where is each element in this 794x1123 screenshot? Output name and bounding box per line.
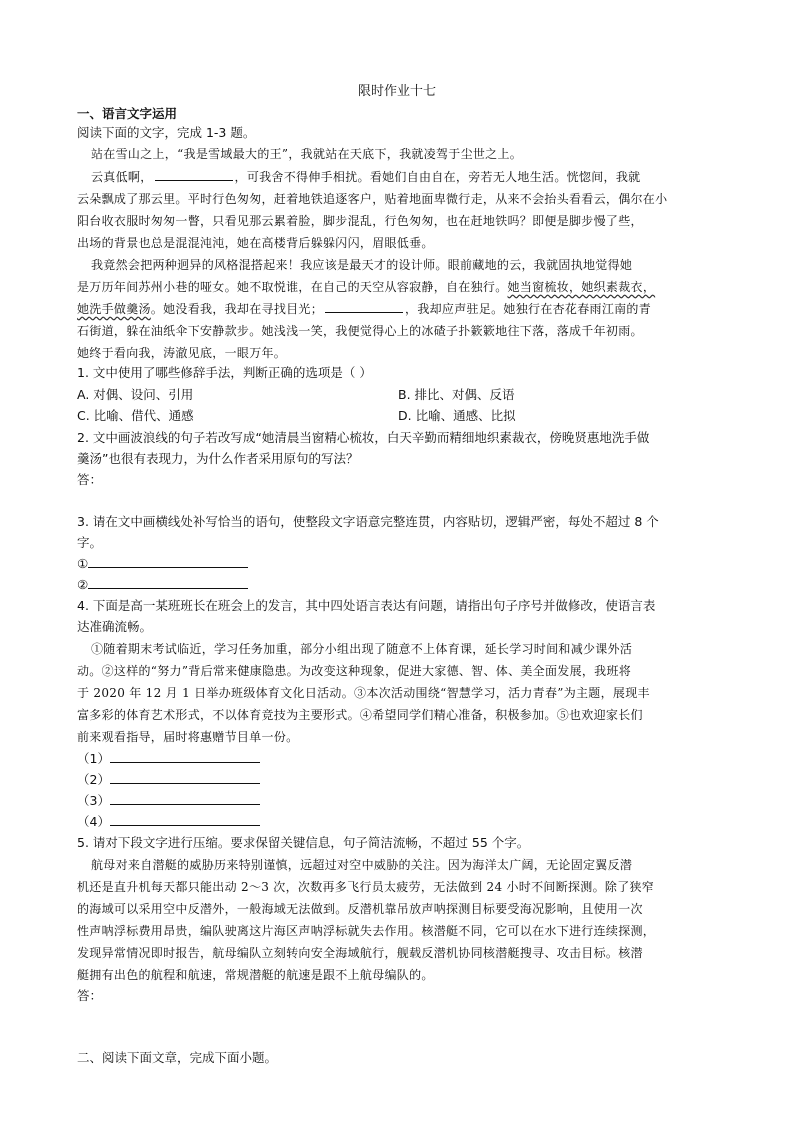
question-1-stem: 1. 文中使用了哪些修辞手法，判断正确的选项是（ ） (77, 365, 372, 380)
passage-line (91, 167, 731, 187)
answer-blank[interactable] (110, 750, 260, 763)
answer-blank[interactable] (88, 555, 248, 568)
passage-line: 机还是直升机每天都只能出动 2～3 次，次数再多飞行员太疲劳，无法做到 24 小时不间断探测。除了狭窄 (77, 880, 655, 894)
answer-line (77, 749, 717, 769)
answer-marker: （3） (77, 793, 110, 808)
passage-line (77, 277, 717, 297)
question-4-line: 4. 下面是高一某班班长在班会上的发言，其中四处语言表达有问题，请指出句子序号并做修改，使语言表 (77, 598, 656, 613)
answer-marker: ① (77, 556, 89, 571)
answer-marker: （1） (77, 751, 110, 766)
answer-marker: （2） (77, 772, 110, 787)
question-4-line: 达准确流畅。 (77, 619, 153, 634)
question-3-line: 3. 请在文中画横线处补写恰当的语句，使整段文字语意完整连贯，内容贴切，逻辑严密，每处不超过 8 个 (77, 514, 659, 529)
passage-line: 性声呐浮标费用昂贵，编队驶离这片海区声呐浮标就失去作用。核潜艇不同，它可以在水下进行连续探测， (77, 924, 656, 938)
answer-blank[interactable] (88, 576, 248, 589)
answer-label: 答： (77, 988, 103, 1003)
q1-option-d[interactable]: D. 比喻、通感、比拟 (398, 408, 516, 423)
fill-blank-2[interactable] (325, 300, 403, 313)
wavy-underlined-sentence: 她当窗梳妆，她织素裁衣， (507, 280, 656, 294)
passage-line: 发现异常情况即时报告，航母编队立刻转向安全海域航行，舰载反潜机协同核潜艇搜寻、攻击目标。核潜 (77, 946, 643, 960)
speech-line: 于 2020 年 12 月 1 日举办班级体育文化日活动。③本次活动围绕“智慧学习，活力青春”为主题，展现丰 (77, 686, 650, 700)
fill-blank-1[interactable] (155, 168, 233, 181)
section2-heading: 二、阅读下面文章，完成下面小题。 (77, 1050, 278, 1065)
wavy-underlined-sentence: 她洗手做羹汤 (77, 302, 151, 316)
answer-line (77, 575, 717, 595)
passage-line: 石街道，躲在油纸伞下安静款步。她浅浅一笑，我便觉得心上的冰碴子扑簌簌地往下落，落成千年初雨。 (77, 324, 643, 338)
passage-line: 她终于看向我，涛澈见底，一眼万年。 (77, 346, 287, 360)
passage-text: ，可我舍不得伸手相扰。看她们自由自在，旁若无人地生活。恍惚间，我就 (234, 170, 641, 184)
speech-line: 动。②这样的“努力”背后常来健康隐患。为改变这种现象，促进大家德、智、体、美全面发展，我班将 (77, 664, 632, 678)
question-2-line: 2. 文中画波浪线的句子若改写成“她清晨当窗精心梳妆，白天辛勤而精细地织素裁衣，傍晚贤惠地洗手做 (77, 430, 650, 445)
page-title: 限时作业十七 (357, 84, 436, 99)
passage-line (77, 299, 717, 319)
passage-line: 艇拥有出色的航程和航速，常规潜艇的航速是跟不上航母编队的。 (77, 968, 434, 982)
passage-line: 我竟然会把两种迥异的风格混搭起来！我应该是最天才的设计师。眼前藏地的云，我就固执地觉得她 (91, 258, 633, 272)
answer-line (77, 791, 717, 811)
passage-text: ，我却应声驻足。她独行在杏花春雨江南的青 (405, 302, 652, 316)
passage-line: 的海域可以采用空中反潜外，一般海域无法做到。反潜机靠吊放声呐探测目标要受海况影响，且使用一次 (77, 902, 643, 916)
passage-text: 云真低啊， (91, 170, 153, 184)
speech-line: 前来观看指导，届时将惠赠节目单一份。 (77, 730, 299, 744)
answer-label: 答： (77, 472, 103, 487)
answer-blank[interactable] (110, 771, 260, 784)
passage-line: 阳台收衣服时匆匆一瞥，只看见那云累着脸，脚步混乱，行色匆匆，也在赶地铁吗？即便是脚步慢了些， (77, 214, 643, 228)
passage-line: 出场的背景也总是混混沌沌，她在高楼背后躲躲闪闪，眉眼低垂。 (77, 236, 434, 250)
answer-blank[interactable] (110, 813, 260, 826)
answer-blank[interactable] (110, 792, 260, 805)
passage-text: 。她没看我，我却在寻找目光； (150, 302, 324, 316)
answer-line (77, 812, 717, 832)
answer-marker: （4） (77, 814, 110, 829)
answer-line (77, 770, 717, 790)
answer-marker: ② (77, 577, 89, 592)
question-3-line: 字。 (77, 535, 103, 550)
q1-option-a[interactable]: A. 对偶、设问、引用 (77, 387, 194, 402)
question-2-line: 羹汤”也很有表现力，为什么作者采用原句的写法？ (77, 451, 359, 466)
q1-option-b[interactable]: B. 排比、对偶、反语 (398, 387, 515, 402)
q1-option-c[interactable]: C. 比喻、借代、通感 (77, 408, 194, 423)
answer-line (77, 554, 717, 574)
passage-text: 是万历年间苏州小巷的哑女。她不取悦谁，在自己的天空从容寂静，自在独行。 (77, 280, 508, 294)
speech-line: ①随着期末考试临近，学习任务加重，部分小组出现了随意不上体育课，延长学习时间和减少课外活 (91, 642, 633, 656)
passage-line: 云朵飘成了那云里。平时行色匆匆，赶着地铁追逐客户，贴着地面卑微行走，从来不会抬头看看云，偶尔在小 (77, 192, 668, 206)
speech-line: 富多彩的体育艺术形式，不以体育竞技为主要形式。④希望同学们精心准备，积极参加。⑤也欢迎家长们 (77, 708, 643, 722)
section1-heading: 一、语言文字运用 (77, 106, 178, 121)
passage-line: 航母对来自潜艇的威胁历来特别谨慎，远超过对空中威胁的关注。因为海洋太广阔，无论固定翼反潜 (91, 858, 633, 872)
section1-instruction: 阅读下面的文字，完成 1-3 题。 (77, 125, 256, 140)
passage-line: 站在雪山之上，“我是雪域最大的王”，我就站在天底下，我就凌驾于尘世之上。 (91, 147, 523, 161)
question-5-stem: 5. 请对下段文字进行压缩。要求保留关键信息，句子简洁流畅，不超过 55 个字。 (77, 835, 530, 850)
